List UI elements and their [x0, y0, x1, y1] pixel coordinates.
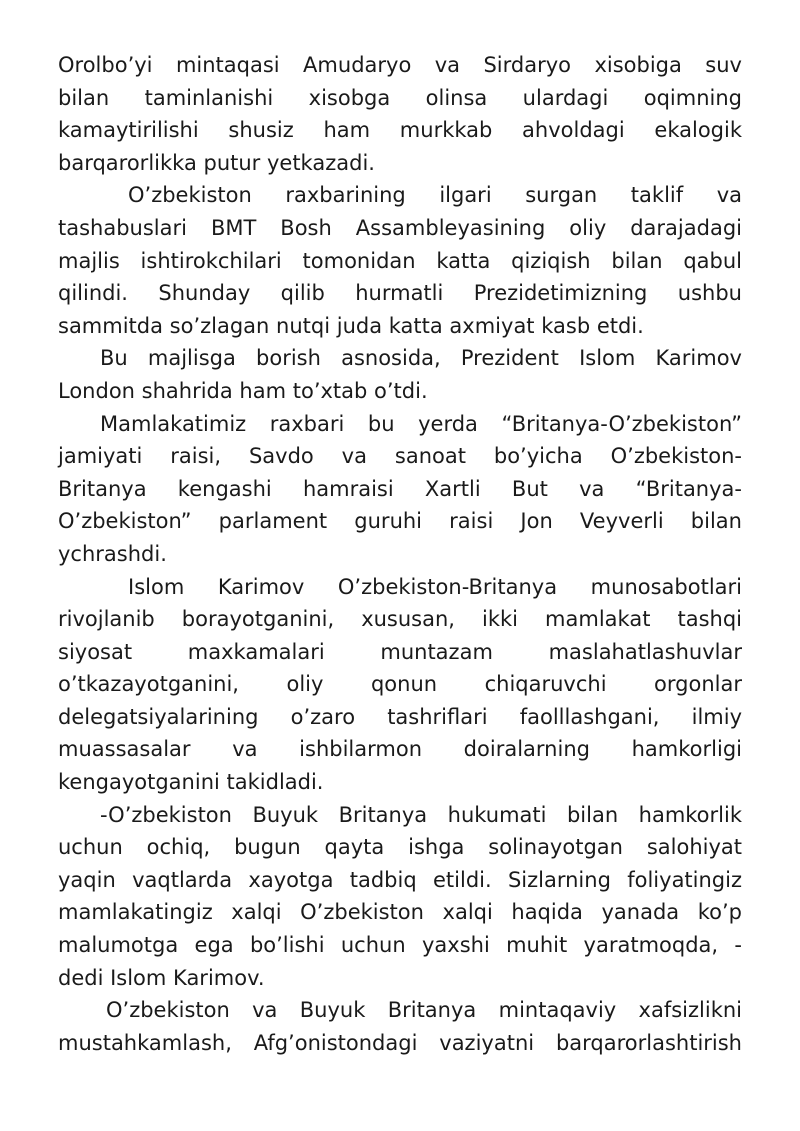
text-line: Britanya kengashi hamraisi Xartli But va “Britanya- — [58, 476, 742, 501]
text-line: qilindi. Shunday qilib hurmatli Prezidetimizning ushbu — [58, 281, 742, 306]
text-line: rivojlanib borayotganini, xususan, ikki mamlakat tashqi — [58, 607, 742, 632]
text-line: yaqin vaqtlarda xayotga tadbiq etildi. Sizlarning foliyatingiz — [58, 867, 742, 892]
text-line: Bu majlisga borish asnosida, Prezident Islom Karimov — [100, 346, 742, 371]
text-line: delegatsiyalarining o’zaro tashriflari faolllashgani, ilmiy — [58, 704, 742, 729]
text-line: Mamlakatimiz raxbari bu yerda “Britanya-O’zbekiston” — [100, 411, 742, 436]
text-line: O’zbekiston raxbarining ilgari surgan taklif va — [128, 183, 742, 208]
text-line: dedi Islom Karimov. — [58, 965, 265, 990]
text-line: sammitda so’zlagan nutqi juda katta axmiyat kasb etdi. — [58, 313, 644, 338]
text-line: bilan taminlanishi xisobga olinsa ulardagi oqimning — [58, 85, 742, 110]
text-line: uchun ochiq, bugun qayta ishga solinayotgan salohiyat — [58, 835, 742, 860]
text-line: muassasalar va ishbilarmon doiralarning hamkorligi — [58, 737, 742, 762]
text-line: ychrashdi. — [58, 541, 167, 566]
text-line: London shahrida ham to’xtab o’tdi. — [58, 378, 428, 403]
text-line: malumotga ega bo’lishi uchun yaxshi muhit yaratmoqda, - — [58, 933, 742, 958]
text-line: mustahkamlash, Afg’onistondagi vaziyatni barqarorlashtirish — [58, 1030, 742, 1055]
text-line: jamiyati raisi, Savdo va sanoat bo’yicha O’zbekiston- — [58, 444, 742, 469]
text-line: tashabuslari BMT Bosh Assambleyasining oliy darajadagi — [58, 215, 742, 240]
paragraph — [58, 49, 742, 179]
text-line: Orolbo’yi mintaqasi Amudaryo va Sirdaryo xisobiga suv — [58, 53, 742, 77]
text-line: kengayotganini takidladi. — [58, 770, 324, 795]
paragraph — [58, 179, 742, 342]
paragraph — [58, 994, 742, 1059]
text-line: Islom Karimov O’zbekiston-Britanya munosabotlari — [128, 574, 742, 599]
paragraph — [58, 799, 742, 995]
text-line: majlis ishtirokchilari tomonidan katta qiziqish bilan qabul — [58, 248, 742, 273]
text-line: -O’zbekiston Buyuk Britanya hukumati bilan hamkorlik — [100, 802, 742, 827]
text-line: O’zbekiston” parlament guruhi raisi Jon Veyverli bilan — [58, 509, 742, 534]
paragraph — [58, 408, 742, 571]
text-line: O’zbekiston va Buyuk Britanya mintaqaviy xafsizlikni — [106, 998, 742, 1023]
document-page — [58, 49, 742, 1059]
text-line: mamlakatingiz xalqi O’zbekiston xalqi haqida yanada ko’p — [58, 900, 742, 925]
text-line: kamaytirilishi shusiz ham murkkab ahvoldagi ekalogik — [58, 118, 742, 143]
text-line: o’tkazayotganini, oliy qonun chiqaruvchi orgonlar — [58, 672, 742, 697]
paragraph — [58, 571, 742, 799]
text-line: barqarorlikka putur yetkazadi. — [58, 150, 375, 175]
paragraph — [58, 342, 742, 407]
text-line: siyosat maxkamalari muntazam maslahatlashuvlar — [58, 639, 742, 664]
